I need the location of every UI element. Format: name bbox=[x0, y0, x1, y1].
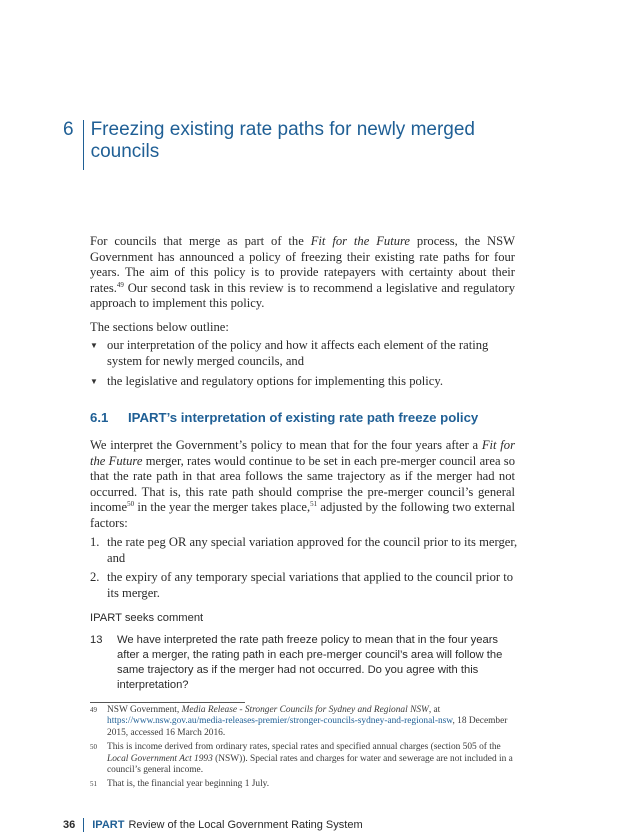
item-text: the rate peg OR any special variation approved for the council prior to its merger, and bbox=[107, 535, 518, 565]
footnote-text bbox=[107, 742, 518, 776]
footnote-number: 50 bbox=[90, 743, 97, 752]
footnote-text-a: NSW Government, bbox=[107, 705, 182, 715]
section-text-c: in the year the merger takes place, bbox=[134, 500, 311, 514]
footnotes bbox=[90, 705, 518, 794]
footnote-text-a: This is income derived from ordinary rates, special rates and specified annual charges (section 505 of the bbox=[107, 742, 501, 753]
item-number: 2. bbox=[90, 570, 100, 584]
comment-heading: IPART seeks comment bbox=[90, 612, 204, 624]
list-item bbox=[90, 535, 518, 566]
footnote-51 bbox=[90, 779, 518, 790]
section-text-d: adjusted by the following two external factors: bbox=[90, 500, 515, 530]
page-footer bbox=[63, 818, 363, 832]
footnote-49 bbox=[90, 705, 518, 739]
page-number: 36 bbox=[63, 819, 76, 831]
bullet-icon: ▼ bbox=[90, 377, 98, 386]
chapter-divider bbox=[83, 120, 84, 170]
item-text: the expiry of any temporary special variations that applied to the council prior to its merger. bbox=[107, 570, 514, 600]
bullet-icon: ▼ bbox=[90, 341, 98, 350]
outline-list bbox=[90, 338, 518, 395]
section-heading bbox=[90, 410, 478, 425]
list-item bbox=[90, 338, 518, 369]
chapter-title: Freezing existing rate paths for newly merged councils bbox=[90, 119, 475, 162]
outline-intro bbox=[90, 320, 515, 336]
list-item bbox=[90, 374, 518, 390]
section-text-italic: Fit for the Future bbox=[90, 438, 515, 468]
footnote-text-italic: Local Government Act 1993 bbox=[107, 753, 213, 764]
question-text: We have interpreted the rate path freeze policy to mean that in the four years after a merger, the rating path in each pre-merger council’s area will follow the same trajectory as if the merger had not occurred. Do you agree with this interpretation? bbox=[117, 634, 503, 691]
footnote-text-c: , 18 December 2015, accessed 16 March 2016. bbox=[107, 716, 508, 738]
footnote-text bbox=[107, 705, 518, 739]
intro-text-a: For councils that merge as part of the bbox=[90, 234, 311, 248]
footnote-text-b: , at bbox=[428, 705, 441, 715]
footnote-50 bbox=[90, 742, 518, 776]
chapter-number: 6 bbox=[63, 119, 74, 140]
footnote-text-italic: Media Release - Stronger Councils for Sydney and Regional NSW bbox=[181, 705, 429, 715]
footnote-number: 49 bbox=[90, 706, 97, 714]
outline-text: The sections below outline: bbox=[90, 320, 229, 334]
bullet-text: the legislative and regulatory options for implementing this policy. bbox=[107, 374, 443, 388]
section-paragraph bbox=[90, 438, 515, 531]
footnote-number: 51 bbox=[90, 780, 97, 789]
intro-text-italic: Fit for the Future bbox=[310, 234, 411, 248]
intro-paragraph bbox=[90, 234, 515, 312]
bullet-text: our interpretation of the policy and how it affects each element of the rating system for newly merged councils, and bbox=[107, 338, 489, 368]
list-item bbox=[90, 570, 518, 601]
footer-title: Review of the Local Government Rating System bbox=[128, 819, 363, 831]
footer-brand: IPART bbox=[92, 819, 125, 831]
intro-text-c: Our second task in this review is to recommend a legislative and regulatory approach to implement this policy. bbox=[90, 280, 515, 310]
footnote-link[interactable]: https://www.nsw.gov.au/media-releases-premier/stronger-councils-sydney-and-regional-nsw bbox=[107, 716, 453, 727]
chapter-heading bbox=[63, 119, 583, 170]
footnote-ref-51[interactable]: 51 bbox=[310, 500, 318, 508]
section-number: 6.1 bbox=[90, 410, 109, 425]
intro-text-b: process, the NSW Government has announced a policy of freezing their existing rate paths for four years. The aim of this policy is to provide ratepayers with certainty about their rates. bbox=[90, 234, 515, 295]
footnote-text: That is, the financial year beginning 1 July. bbox=[107, 779, 270, 790]
footnote-text-b: (NSW)). Special rates and charges for water and sewerage are not included in a council’s general income. bbox=[107, 753, 513, 776]
section-title: IPART’s interpretation of existing rate path freeze policy bbox=[128, 410, 479, 425]
footer-divider bbox=[83, 818, 84, 832]
question-number: 13 bbox=[90, 634, 103, 646]
comment-question bbox=[90, 633, 518, 693]
section-text-b: merger, rates would continue to be set in each pre-merger council area so that the rate path in that area follows the same trajectory as if the merger had not occurred. That is, this rate path should comprise the pre-merger council’s general income bbox=[90, 453, 515, 514]
factor-list bbox=[90, 535, 518, 605]
footnote-divider bbox=[90, 702, 245, 703]
footnote-ref-49[interactable]: 49 bbox=[116, 280, 124, 289]
footnote-ref-50[interactable]: 50 bbox=[127, 500, 135, 508]
section-text-a: We interpret the Government’s policy to mean that for the four years after a bbox=[90, 438, 482, 452]
item-number: 1. bbox=[90, 535, 100, 549]
